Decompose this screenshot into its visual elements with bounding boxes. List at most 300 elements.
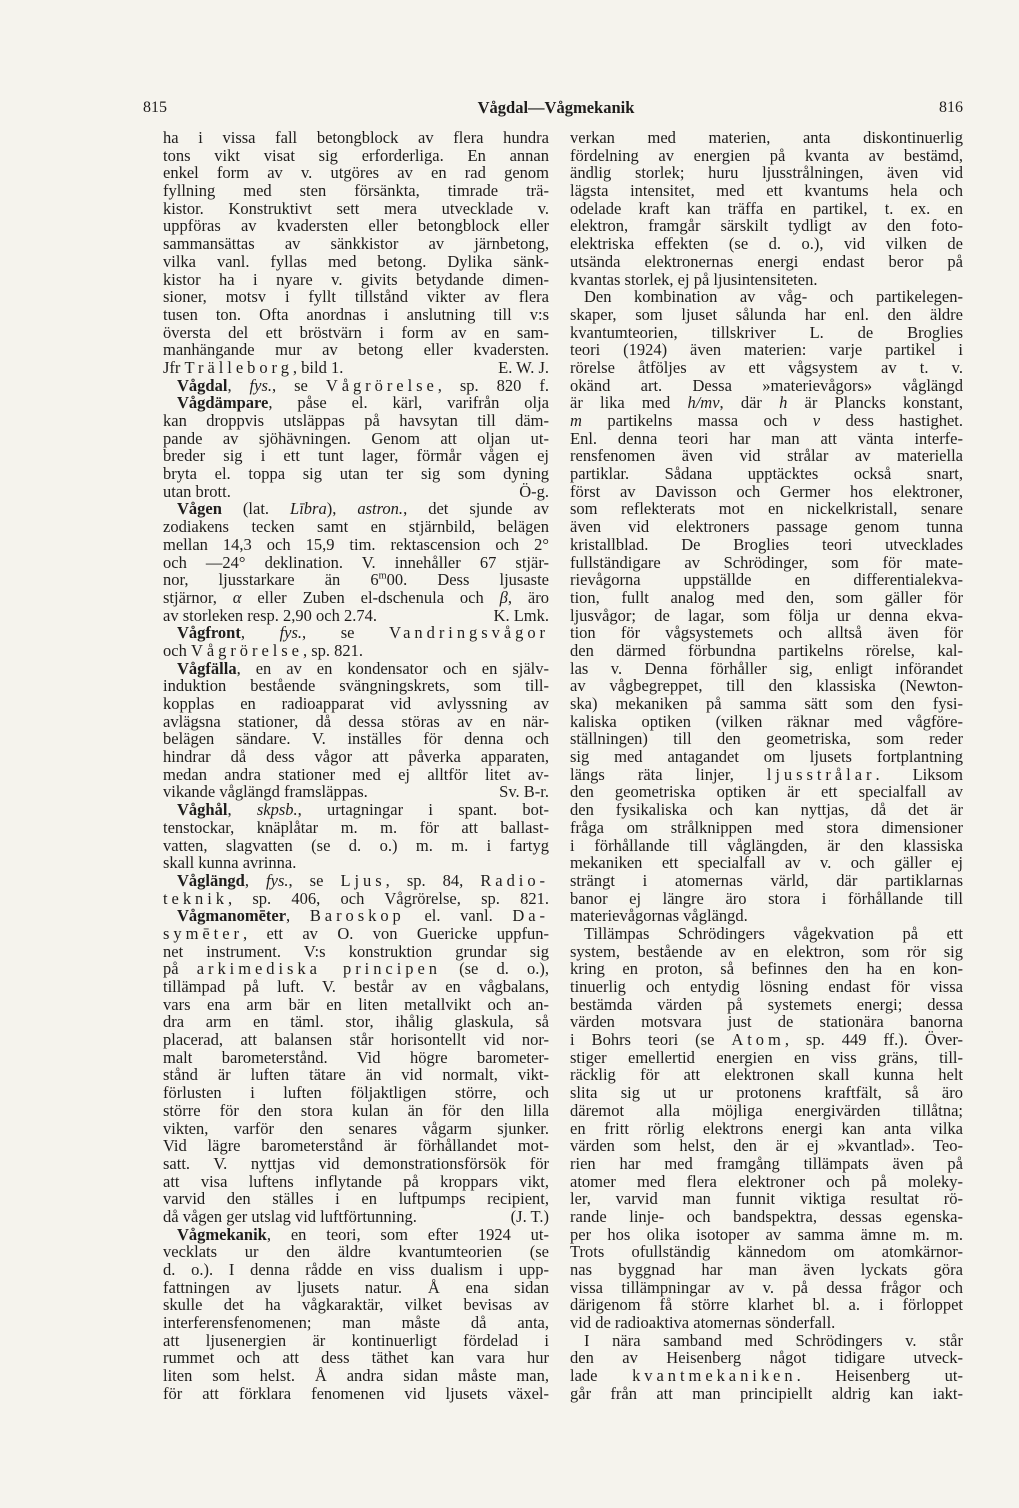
line-text: bestämda värden på systemets energi; dessa [570,994,963,1014]
text-line [570,536,963,554]
text-line [163,1243,549,1261]
line-text: strängt i atomernas värld, där partiklarnas [570,870,963,890]
text-line [163,147,549,165]
text-line [570,1049,963,1067]
spaced-term: ljusstrålar [766,764,876,784]
line-text: utsända elektronernas energi endast beror på [570,251,963,271]
text-line [570,147,963,165]
text-run: , urtagningar i spant. bot- [297,800,550,820]
line-text: medan andra stationer med ej alltför litet av- [163,764,549,784]
line-text: okänd art. Dessa »materievågors» våglängd [570,375,963,395]
line-text: tons vikt visat sig erforderliga. En annan [163,145,549,165]
text-line [163,1013,549,1031]
line-text: fyllning med sten försänkta, timrade trä- [163,181,549,201]
line-text: Vid lägre barometerstånd är förhållandet mot- [163,1136,549,1156]
text-line [570,200,963,218]
line-text [570,765,963,784]
text-line [163,925,549,943]
line-text: stånd är luften tätare än vid normalt, vikt- [163,1065,549,1085]
line-text: elektriska effekten (se d. o.), vid vilken de [570,234,963,254]
text-line [163,182,549,200]
line-text [570,393,963,412]
text-line [163,129,549,147]
text-line [163,483,549,501]
author-signature: E. W. J. [498,357,549,377]
line-text: tenstockar, knäplåtar m. m. för att ballast- [163,817,549,837]
text-run: i Bohrs teori (se [570,1030,732,1050]
text-line [570,518,963,536]
text-run: (lat. [221,499,291,519]
line-text: slita sig ut ur protonens kraftfält, så äro [570,1083,963,1103]
italic-term: v [812,411,821,430]
line-text: vissa tillämpningar av v. på dessa frågor och [570,1277,963,1297]
text-line [570,412,963,430]
line-text: skaper, som ljuset sålunda har enl. den äldre [570,304,963,324]
line-text: i förhållande till våglängden, är den klassiska [570,835,963,855]
text-run: . Heisenberg ut- [796,1366,964,1386]
spaced-term: Atom [731,1030,785,1050]
text-line [163,713,549,731]
text-line [570,359,963,377]
text-line [163,748,549,766]
text-line [163,430,549,448]
text-run: nor, ljusstarkare än 6 [163,570,379,590]
spaced-term: Vågrörelse [325,375,438,395]
line-text: lägsta intensitet, med ett kvantums hela och [570,181,963,201]
text-line [163,642,549,660]
text-run: på [163,959,197,979]
line-text: värden motsvara just de stationära banorna [570,1012,963,1032]
text-line [163,412,549,430]
line-text: las v. Denna förhåller sig, enligt införandet [570,658,963,678]
text-line [163,394,549,412]
text-run: , se [302,623,390,643]
line-text: den av Heisenberg något tidigare utveck- [570,1348,963,1368]
line-text: sammansättas av sänkkistor av järnbetong, [163,234,549,254]
right-column [570,129,963,1403]
line-text: även vid elektroners passage genom tunna [570,517,963,537]
text-line [163,1385,549,1403]
line-text [584,287,963,306]
text-run: , [286,906,310,926]
line-text: zodiakens tecken samt en stjärnbild, belägen [163,517,549,537]
author-signature: Ö-g. [519,481,549,501]
italic-term: fys. [279,623,303,643]
text-line [570,554,963,572]
text-line [163,872,549,890]
text-line [163,837,549,855]
line-text: kan droppvis utsläppas på havsytan till däm- [163,411,549,430]
text-line [570,324,963,342]
line-text [584,1331,963,1350]
text-line [570,1155,963,1173]
text-run: utan brott. [163,481,231,501]
text-line [570,500,963,518]
text-line [570,872,963,890]
line-text: d. o.). I denna rådde en viss dualism i upp- [163,1260,549,1279]
text-line [570,1173,963,1191]
line-text: rummet och att dess täthet kan vara hur [163,1348,549,1368]
text-line [570,1243,963,1261]
line-text: kistor. Konstruktivt sett mera utvecklade v. [163,198,549,218]
headword: Vågdämpare [177,393,269,413]
text-run: lade [570,1366,633,1386]
line-text: sig med antagandet om ljusets fortplantning [570,747,963,767]
text-line [570,713,963,731]
left-column [163,129,549,1403]
line-text: satt. V. nyttjas vid demonstrationsförsök för [163,1153,549,1173]
italic-term: fys. [266,870,289,890]
line-text: rievågorna uppställde en differentialekva- [570,570,963,590]
line-text: tion, fullt analog med den, som gäller för [570,587,963,607]
text-line [163,1226,549,1244]
text-line [570,1066,963,1084]
text-line [163,200,549,218]
line-text: vars ena arm bär en liten metallvikt och an- [163,994,549,1014]
line-text: som reflekterats mot en nickelkristall, senare [570,499,963,519]
text-line [163,589,549,607]
text-run: (se d. o.), [440,959,549,979]
line-text [570,1030,963,1049]
line-text [584,924,963,943]
line-text [163,359,343,377]
text-line [570,660,963,678]
line-text [177,906,549,925]
superscript: m [378,570,387,582]
line-text: att ljusenergien är kontinuerligt fördelad i [163,1330,549,1350]
italic-term: Lībra [290,499,327,519]
text-line [163,1332,549,1350]
text-run: stjärnor, [163,587,233,607]
line-text: vilka vanl. fyllas med betong. Dylika sänk- [163,251,549,271]
text-line [163,1120,549,1138]
line-text [570,1313,835,1332]
text-line [163,730,549,748]
text-line [163,447,549,465]
line-text [177,393,549,412]
line-text: manhängande mur av betong eller kvadersten. [163,340,549,360]
spaced-term: Da- [512,906,549,926]
text-line [570,1296,963,1314]
spaced-term: symēter [163,923,243,943]
text-line [570,447,963,465]
text-line [570,253,963,271]
italic-term: astron. [357,499,404,519]
author-signature: Sv. B-r. [499,782,549,802]
text-line [570,129,963,147]
line-text [163,959,549,978]
text-line [570,783,963,801]
text-line [163,306,549,324]
text-line [570,1013,963,1031]
line-text: per hos olika isotoper av samma ämne m. m. [570,1224,963,1244]
spaced-term: Vågrörelse [190,640,303,660]
text-line [163,907,549,925]
text-run: , [227,800,257,820]
line-text: mellan 14,3 och 15,9 tim. rektascension och 2° [163,534,549,554]
text-line [163,164,549,182]
line-text: uppföras av kvadersten eller betongblock eller [163,216,549,236]
text-line [570,430,963,448]
line-text: går från att man principiellt aldrig kan iakt- [570,1383,963,1403]
text-run: , se [272,375,326,395]
running-title: Vågdal—Vågmekanik [477,98,635,117]
line-text: kring en proton, så befinnes den ha en kon- [570,959,963,979]
line-text: först av Davisson och Germer hos elektroner, [570,481,963,501]
line-text [163,483,231,501]
spaced-term: kvantmekaniken [632,1366,797,1386]
italic-term: h/mv [687,393,720,413]
author-signature: K. Lmk. [493,605,549,625]
text-run: , se [288,870,341,890]
line-text: ha i vissa fall betongblock av flera hundra [163,128,549,147]
text-run: ), [326,499,358,519]
line-text: av vågbegreppet, till den klassiska (Newton- [570,676,963,696]
line-text: för att förklara fenomenen vid ljusets växel- [163,1383,549,1403]
line-text: den därmed förbundna partikelns rörelse, kal- [570,640,963,660]
author-signature: (J. T.) [510,1206,549,1226]
text-line [570,271,963,289]
line-text: banor ej längre äro stora i förhållande till [570,888,963,908]
text-line [163,819,549,837]
line-text [570,411,963,430]
text-line [570,465,963,483]
text-line [570,837,963,855]
text-line [163,766,549,784]
text-run: kvantas storlek, ej på ljusintensiteten. [570,269,818,289]
spaced-term: Trälleborg [184,357,293,377]
line-text: odelade kraft kan träffa en partikel, t. ex. en [570,198,963,218]
line-text: rande linje- och bandspektra, dessas egenska- [570,1206,963,1226]
text-run: vikande våglängd framsläppas. [163,782,368,802]
line-text: därigenom få större klarhet bl. a. i förloppet [570,1295,963,1315]
text-line [570,766,963,784]
line-text: ändlig storlek; huru ljusstrålningen, även vid [570,163,963,183]
line-text: teori (1924) även materien: varje partikel i [570,340,963,360]
line-text [163,924,549,943]
line-text: partiklar. Sådana upptäcktes också snart, [570,464,963,484]
line-text: värden som helst, den är ej »kvantlad». Teo- [570,1136,963,1156]
text-line [570,341,963,359]
text-line [570,996,963,1014]
line-text [163,607,377,625]
spaced-term: arkimediska principen [196,959,441,979]
text-run: , sp. 820 f. [437,375,549,395]
text-line [163,500,549,518]
text-line [570,1102,963,1120]
spaced-term: Radio- [480,870,550,890]
line-text: räcklig för att elektronen skall kunna helt [570,1065,963,1085]
text-line [163,554,549,572]
line-text [163,641,363,660]
text-line [163,271,549,289]
text-line [570,1031,963,1049]
text-run: är lika med [570,393,688,413]
italic-term: m [570,411,582,430]
text-line [163,1314,549,1332]
text-line [570,377,963,395]
text-run: , [244,870,267,890]
text-line [570,1332,963,1350]
headword: Vågfälla [177,658,237,678]
text-line [570,1120,963,1138]
text-line [570,819,963,837]
page-number-left: 815 [143,99,167,116]
text-line [163,607,549,625]
text-line [163,978,549,996]
text-line [570,960,963,978]
text-line [570,978,963,996]
line-text: placerad, att balansen står horisontellt vid nor- [163,1030,549,1050]
spaced-term: teknik [163,888,229,908]
line-text: ska) mekaniken på samma sätt som den fysi- [570,694,963,713]
text-run: är Plancks konstant, [787,393,964,413]
line-text: nas byggnad har man även lyckats göra [570,1260,963,1279]
line-text: och —24° deklination. V. innehåller 67 stjär- [163,552,549,572]
line-text [570,270,817,289]
text-run: eller Zuben el-dschenula och [241,587,500,607]
text-run: längs räta linjer, [570,764,767,784]
text-line [163,536,549,554]
line-text: skulle det ha vågkaraktär, vilket bevisas av [163,1295,549,1315]
line-text: fördelning av energien på kvanta av bestämd, [570,145,963,165]
line-text: däremot alla möjliga energivärden tillåtna; [570,1100,963,1120]
line-text: fattningen av ljusets natur. Å ena sidan [163,1277,549,1297]
text-line [570,1084,963,1102]
text-line [163,465,549,483]
line-text: enkel form av v. utgöres av en rad genom [163,163,549,183]
line-text [163,853,296,872]
text-run: skall kunna avrinna. [163,853,297,873]
text-line [163,1296,549,1314]
text-line [163,235,549,253]
line-text: bryta el. toppa sig utan ter sig som dyning [163,464,549,484]
line-text: ställningen) till den geometriska, som reder [570,729,963,749]
line-text: Enl. denna teori har man att vänta interfe- [570,428,963,448]
text-run: materievågornas våglängd. [570,906,748,926]
text-line [570,394,963,412]
text-line [570,607,963,625]
text-line [163,960,549,978]
line-text: pande av sjöhävningen. Genom att oljan ut- [163,428,549,448]
line-text [163,588,549,607]
text-line [570,695,963,713]
line-text: sioner, motsv i fyllt tillstånd vikter av flera [163,287,549,307]
text-run: , en av en kondensator och en själv- [236,658,549,678]
line-text: breder sig i ett tunt lager, förmår vågen ej [163,446,549,466]
text-line [163,783,549,801]
line-text: fråga om strålknippen med stora dimensioner [570,817,963,837]
line-text [177,659,549,678]
line-text: elektron, framgår särskilt tydligt av den foto- [570,216,963,236]
text-line [570,589,963,607]
text-line [570,1208,963,1226]
italic-term: skpsb. [256,800,298,820]
line-text: vecklats ur den äldre kvantumteorien (se [163,1242,549,1262]
line-text: förlusten i luften följaktligen större, och [163,1083,549,1103]
line-text [177,800,549,819]
headword: Vågmanomēter [177,906,287,926]
line-text: en fritt rörlig elektrons energi kan anta vilka [570,1118,963,1138]
text-run: , ett av O. von Guericke uppfun- [242,923,549,943]
text-run: , äro [507,587,549,607]
line-text: stiger emellertid energien en viss gräns, till- [570,1047,963,1067]
text-line [163,1190,549,1208]
line-text: den geometriska optiken är ett specialfall av [570,782,963,802]
text-line [163,890,549,908]
line-text: tion för vågsystemets och alltså även för [570,623,963,643]
text-run: el. vanl. [404,906,513,926]
text-line [163,943,549,961]
line-text: induktion bestående svängningskrets, som till- [163,676,549,696]
text-line [570,730,963,748]
text-run: dess hastighet. [820,411,963,430]
line-text: hindrar då dess vågor att påverka apparaten, [163,747,549,767]
text-line [163,1173,549,1191]
text-line [163,217,549,235]
text-line [570,890,963,908]
text-line [570,642,963,660]
text-run: , sp. 449 ff.). Över- [784,1030,963,1050]
headword: Våghål [177,800,228,820]
text-run: , en teori, som efter 1924 ut- [266,1224,549,1244]
text-line [570,1367,963,1385]
line-text: kaliska optiken (vilken räknar med vågföre- [570,711,963,731]
text-line [570,624,963,642]
line-text: fullständigare av Schrödinger, som för mate- [570,552,963,572]
text-line [163,624,549,642]
text-line [570,164,963,182]
line-text: system, bestående av en elektron, som rör sig [570,941,963,961]
text-run: I nära samband med Schrödingers v. står [584,1330,963,1350]
text-line [163,1137,549,1155]
text-run: , sp. 821. [302,640,363,660]
text-run: av storleken resp. 2,90 och 2.74. [163,605,377,625]
line-text: rensfenomen även vid strålar av materiella [570,446,963,466]
text-line [570,748,963,766]
text-line [163,288,549,306]
text-line [570,1226,963,1244]
line-text [163,889,549,908]
line-text [177,376,549,395]
text-line [570,925,963,943]
text-line [163,359,549,377]
text-run: 00. Dess ljusaste [386,570,549,590]
line-text [177,1225,549,1244]
line-text: tillämpad på luft. V. består av en vågbalans, [163,977,549,996]
italic-term: α [232,587,242,607]
text-line [163,1031,549,1049]
line-text [163,1208,417,1226]
line-text: kistor ha i nyare v. givits betydande dimen- [163,269,549,289]
line-text: varvid den ställes i en luftpumps recipient, [163,1189,549,1209]
text-line [163,1208,549,1226]
text-line [570,182,963,200]
text-line [163,1261,549,1279]
italic-term: β [499,587,508,607]
text-line [163,518,549,536]
text-line [570,217,963,235]
headword: Våglängd [177,870,245,890]
text-line [163,677,549,695]
text-run: då vågen ger utslag vid luftförtunning. [163,1206,417,1226]
italic-term: fys. [249,375,272,395]
text-run: vid de radioaktiva atomernas sönderfall. [570,1313,836,1333]
text-run: . Liksom [875,764,964,784]
text-run: , sp. 406, och Vågrörelse, sp. 821. [228,888,549,908]
text-line [570,1261,963,1279]
headword: Vågfront [177,623,241,643]
